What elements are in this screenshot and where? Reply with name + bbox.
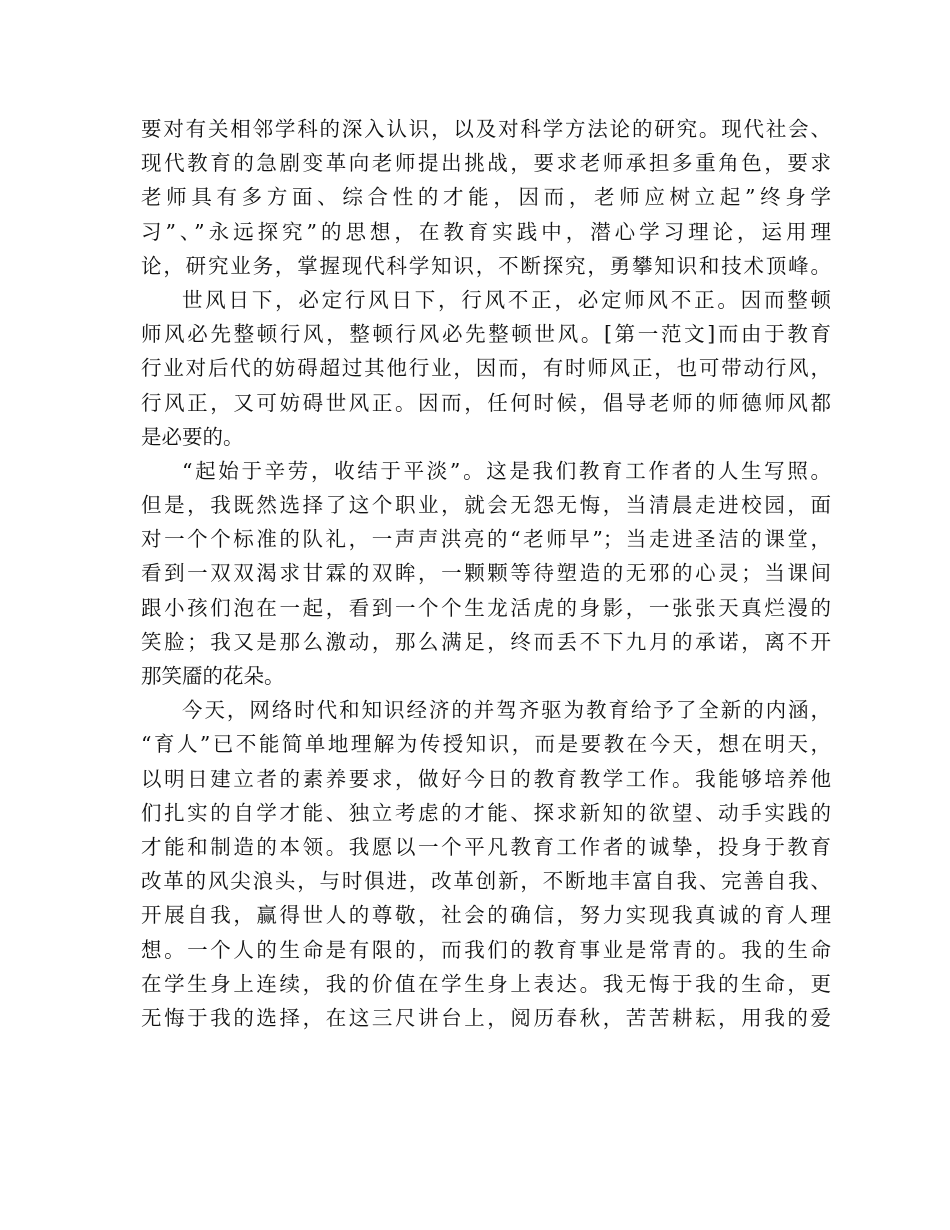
text-line: 开展自我，赢得世人的尊敬，社会的确信，努力实现我真诚的育人理 [141,903,831,928]
text-line: 那笑靥的花朵。 [141,664,285,688]
text-line: 习”、”永远探究”的思想，在教育实践中，潜心学习理论，运用理 [141,219,831,244]
text-line: 师风必先整顿行风，整顿行风必先整顿世风。[第一范文]而由于教育 [141,322,831,347]
paragraph-first-line: 世风日下，必定行风日下，行风不正，必定师风不正。因而整顿 [182,287,831,312]
document-body [141,112,831,1035]
text-line: 们扎实的自学才能、独立考虑的才能、探求新知的欲望、动手实践的 [141,800,831,825]
text-line: 但是，我既然选择了这个职业，就会无怨无悔，当清晨走进校园，面 [141,493,831,518]
text-line: 老师具有多方面、综合性的才能，因而，老师应树立起”终身学 [141,185,831,210]
text-line: 现代教育的急剧变革向老师提出挑战，要求老师承担多重角色，要求 [141,151,831,176]
text-line: 无悔于我的选择，在这三尺讲台上，阅历春秋，苦苦耕耘，用我的爱 [141,1005,831,1030]
text-line: 在学生身上连续，我的价值在学生身上表达。我无悔于我的生命，更 [141,971,831,996]
text-line: 对一个个标准的队礼，一声声洪亮的“老师早”；当走进圣洁的课堂， [141,527,831,552]
text-line: 看到一双双渴求甘霖的双眸，一颗颗等待塑造的无邪的心灵；当课间 [141,561,831,586]
paragraph-first-line: 今天，网络时代和知识经济的并驾齐驱为教育给予了全新的内涵， [182,698,831,723]
text-line: 论，研究业务，掌握现代科学知识，不断探究，勇攀知识和技术顶峰。 [141,253,831,278]
text-line: 笑脸；我又是那么激动，那么满足，终而丢不下九月的承诺，离不开 [141,629,831,654]
text-line: 是必要的。 [141,424,244,449]
text-line: 以明日建立者的素养要求，做好今日的教育教学工作。我能够培养他 [141,766,831,791]
text-line: “育人”已不能简单地理解为传授知识，而是要教在今天，想在明天， [141,732,831,757]
text-line: 改革的风尖浪头，与时俱进，改革创新，不断地丰富自我、完善自我、 [141,869,831,894]
paragraph-first-line: “起始于辛劳，收结于平淡”。这是我们教育工作者的人生写照。 [182,458,831,483]
text-line: 跟小孩们泡在一起，看到一个个生龙活虎的身影，一张张天真烂漫的 [141,595,831,620]
text-line: 才能和制造的本领。我愿以一个平凡教育工作者的诚挚，投身于教育 [141,834,831,859]
text-line: 行业对后代的妨碍超过其他行业，因而，有时师风正，也可带动行风， [141,356,831,381]
text-line: 要对有关相邻学科的深入认识，以及对科学方法论的研究。现代社会、 [141,117,831,141]
text-line: 想。一个人的生命是有限的，而我们的教育事业是常青的。我的生命 [141,937,831,962]
text-line: 行风正，又可妨碍世风正。因而，任何时候，倡导老师的师德师风都 [141,390,831,415]
